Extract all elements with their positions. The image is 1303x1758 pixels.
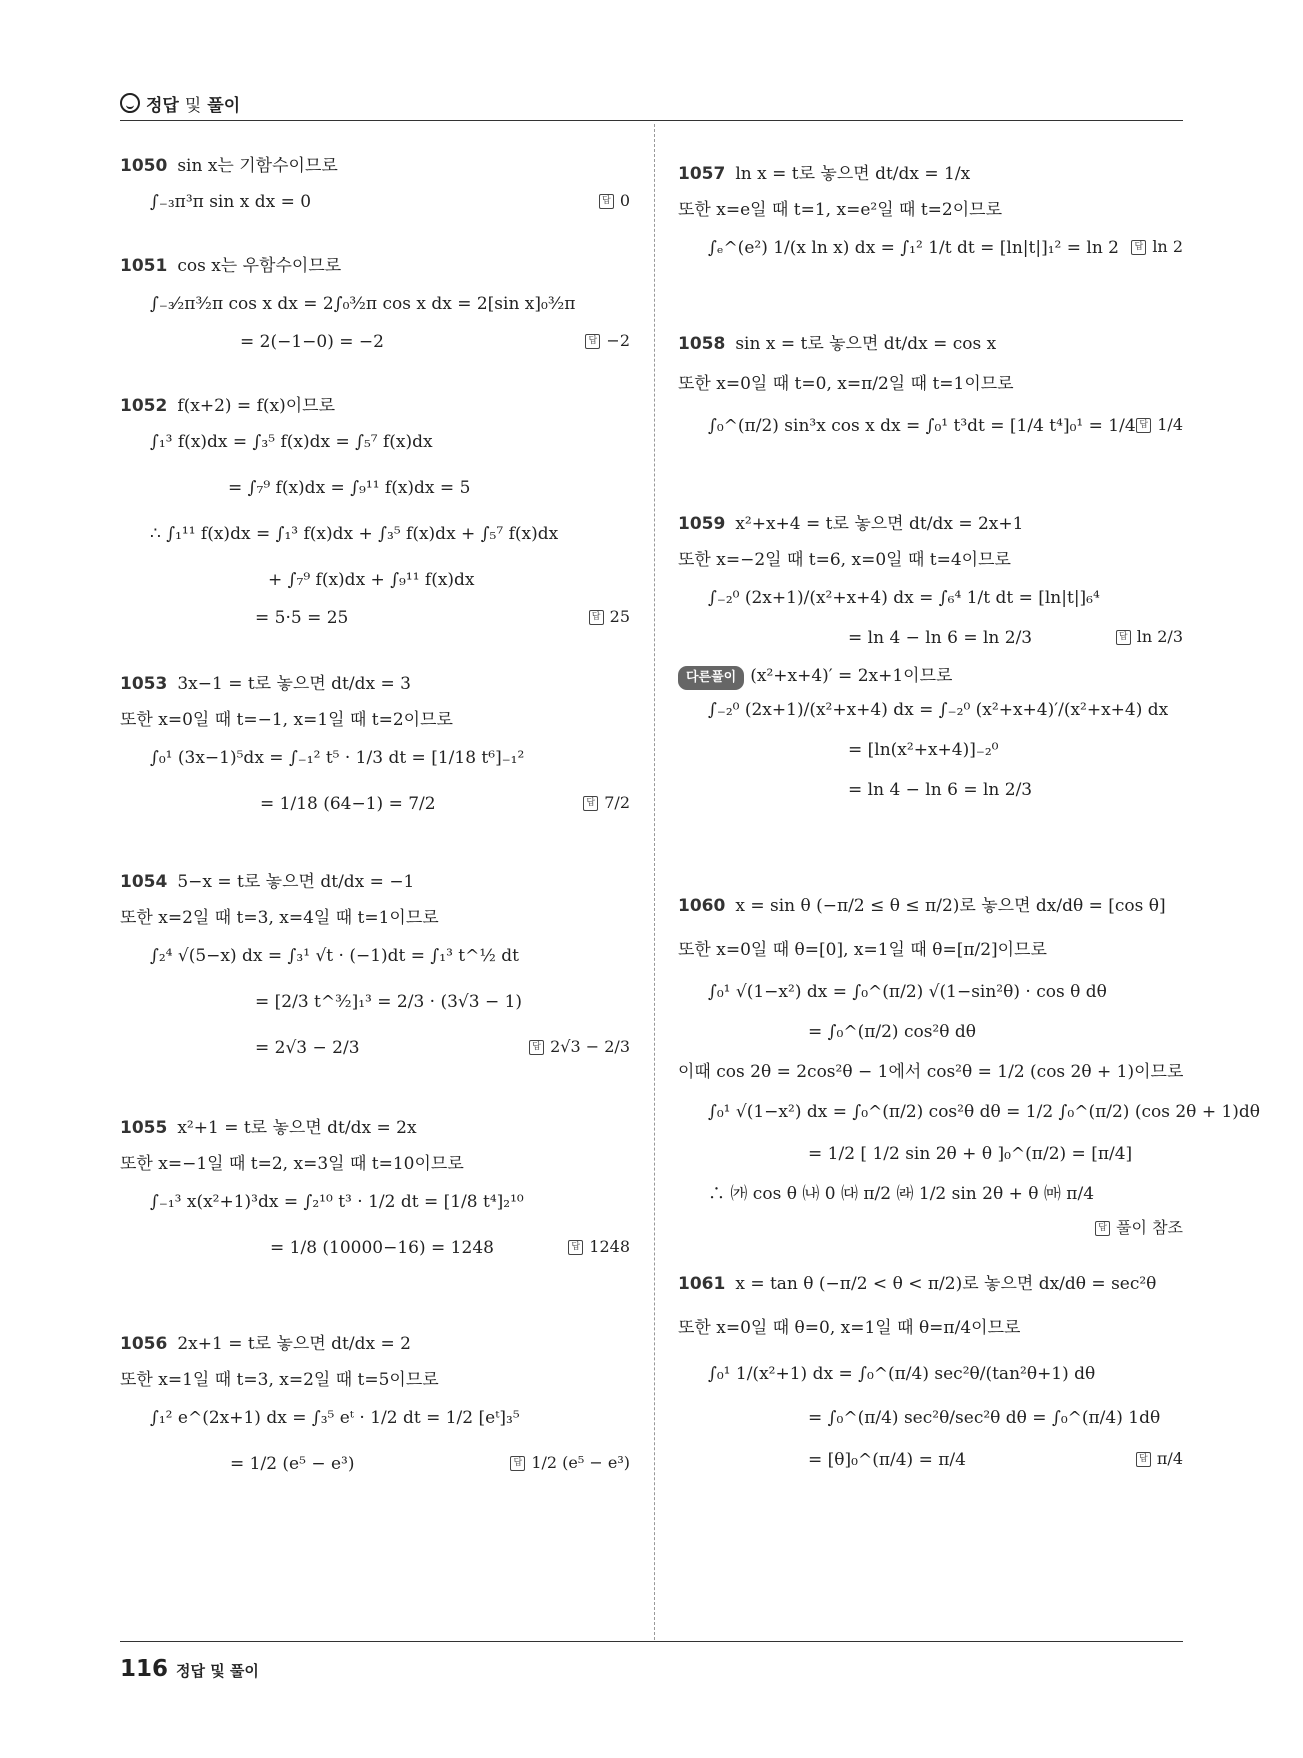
solution-line: 또한 x=0일 때 θ=0, x=1일 때 θ=π/4이므로 bbox=[678, 1318, 1021, 1338]
answer-value: 2√3 − 2/3 bbox=[550, 1037, 630, 1056]
footer-title: 정답 및 풀이 bbox=[176, 1662, 259, 1680]
answer-value: ln 2 bbox=[1152, 237, 1183, 256]
alternative-solution-badge: 다른풀이 bbox=[678, 666, 744, 690]
solution-line: 3x−1 = t로 놓으면 dt/dx = 3 bbox=[177, 674, 411, 694]
answer-value: 25 bbox=[609, 607, 630, 626]
answer-icon: 답 bbox=[568, 1240, 583, 1255]
solution-line: ∫₋₃π³π sin x dx = 0 bbox=[150, 192, 312, 212]
solution-line: ∴ ∫₁¹¹ f(x)dx = ∫₁³ f(x)dx + ∫₃⁵ f(x)dx + ∫₅⁷ f(x)dx bbox=[150, 524, 559, 544]
answer-value: 1248 bbox=[589, 1237, 630, 1256]
answer bbox=[1136, 1449, 1183, 1468]
solution-line: x = sin θ (−π/2 ≤ θ ≤ π/2)로 놓으면 dx/dθ = [cos θ] bbox=[735, 896, 1166, 916]
solution-line: = 1/2 (e⁵ − e³) bbox=[230, 1454, 355, 1474]
solution-line: ∫₁³ f(x)dx = ∫₃⁵ f(x)dx = ∫₅⁷ f(x)dx bbox=[150, 432, 433, 452]
solution-line: = 2(−1−0) = −2 bbox=[240, 332, 384, 352]
header-title-3: 풀이 bbox=[207, 95, 241, 116]
solution-line: ∫ₑ^(e²) 1/(x ln x) dx = ∫₁² 1/t dt = [ln|t|]₁² = ln 2 bbox=[708, 238, 1119, 258]
answer-value: −2 bbox=[606, 331, 630, 350]
solution-line: = 2√3 − 2/3 bbox=[255, 1038, 360, 1058]
solution-line: = ln 4 − ln 6 = ln 2/3 bbox=[848, 780, 1033, 800]
column-divider bbox=[654, 124, 655, 1640]
header-title-2: 및 bbox=[184, 95, 202, 116]
solution-line: = ∫₇⁹ f(x)dx = ∫₉¹¹ f(x)dx = 5 bbox=[228, 478, 471, 498]
answer-icon: 답 bbox=[599, 194, 614, 209]
solution-line: ln x = t로 놓으면 dt/dx = 1/x bbox=[735, 164, 971, 184]
problem-number: 1051 bbox=[120, 256, 168, 276]
problem-number: 1061 bbox=[678, 1274, 726, 1294]
problem-number: 1057 bbox=[678, 164, 726, 184]
answer-icon: 답 bbox=[1095, 1221, 1110, 1236]
solution-line: ∫₂⁴ √(5−x) dx = ∫₃¹ √t · (−1)dt = ∫₁³ t^½ dt bbox=[150, 946, 519, 966]
problem-number: 1058 bbox=[678, 334, 726, 354]
answer bbox=[1116, 627, 1183, 646]
solution-line: ∫₋₁³ x(x²+1)³dx = ∫₂¹⁰ t³ · 1/2 dt = [1/8 t⁴]₂¹⁰ bbox=[150, 1192, 524, 1212]
answer-icon: 답 bbox=[1131, 240, 1146, 255]
page-footer bbox=[120, 1656, 259, 1682]
solution-line: = ln 4 − ln 6 = ln 2/3 bbox=[848, 628, 1033, 648]
solution-line: ∴ ㈎ cos θ ㈏ 0 ㈐ π/2 ㈑ 1/2 sin 2θ + θ ㈒ π/4 bbox=[708, 1184, 1095, 1204]
problem-number: 1059 bbox=[678, 514, 726, 534]
problem-number: 1056 bbox=[120, 1334, 168, 1354]
problem-number: 1055 bbox=[120, 1118, 168, 1138]
solution-line: 이때 cos 2θ = 2cos²θ − 1에서 cos²θ = 1/2 (cos 2θ + 1)이므로 bbox=[678, 1062, 1184, 1082]
answer-icon: 답 bbox=[510, 1456, 525, 1471]
solution-line: ∫₀¹ 1/(x²+1) dx = ∫₀^(π/4) sec²θ/(tan²θ+1) dθ bbox=[708, 1364, 1096, 1384]
problem-number: 1052 bbox=[120, 396, 168, 416]
solution-line: = 1/18 (64−1) = 7/2 bbox=[260, 794, 436, 814]
footer-rule bbox=[120, 1641, 1183, 1642]
answer-icon: 답 bbox=[583, 796, 598, 811]
answer bbox=[583, 793, 630, 812]
solution-line: 또한 x=0일 때 t=−1, x=1일 때 t=2이므로 bbox=[120, 710, 453, 730]
solution-line: ∫₀¹ (3x−1)⁵dx = ∫₋₁² t⁵ · 1/3 dt = [1/18 t⁶]₋₁² bbox=[150, 748, 525, 768]
answer-value: 7/2 bbox=[604, 793, 630, 812]
solution-line: 또한 x=−1일 때 t=2, x=3일 때 t=10이므로 bbox=[120, 1154, 464, 1174]
solution-line: (x²+x+4)′ = 2x+1이므로 bbox=[750, 666, 953, 686]
answer bbox=[599, 191, 630, 210]
solution-line: = 1/2 [ 1/2 sin 2θ + θ ]₀^(π/2) = [π/4] bbox=[808, 1144, 1133, 1164]
solution-line: ∫₁² e^(2x+1) dx = ∫₃⁵ eᵗ · 1/2 dt = 1/2 [eᵗ]₃⁵ bbox=[150, 1408, 520, 1428]
solution-line: ∫₋₃⁄₂π³⁄₂π cos x dx = 2∫₀³⁄₂π cos x dx = 2[sin x]₀³⁄₂π bbox=[150, 294, 576, 314]
solution-line: = ∫₀^(π/4) sec²θ/sec²θ dθ = ∫₀^(π/4) 1dθ bbox=[808, 1408, 1161, 1428]
solution-line: ∫₋₂⁰ (2x+1)/(x²+x+4) dx = ∫₆⁴ 1/t dt = [ln|t|]₆⁴ bbox=[708, 588, 1100, 608]
smiley-icon bbox=[120, 93, 140, 113]
answer-value: 풀이 참조 bbox=[1116, 1218, 1183, 1237]
solution-line: = 5·5 = 25 bbox=[255, 608, 349, 628]
answer bbox=[1095, 1215, 1183, 1238]
solution-line: = [ln(x²+x+4)]₋₂⁰ bbox=[848, 740, 999, 760]
problem-number: 1050 bbox=[120, 156, 168, 176]
solution-line: ∫₀¹ √(1−x²) dx = ∫₀^(π/2) √(1−sin²θ) · cos θ dθ bbox=[708, 982, 1107, 1002]
page-number: 116 bbox=[120, 1656, 169, 1682]
answer-value: 1/4 bbox=[1157, 415, 1183, 434]
answer-icon: 답 bbox=[1116, 630, 1131, 645]
problem-number: 1054 bbox=[120, 872, 168, 892]
solution-line: 또한 x=0일 때 t=0, x=π/2일 때 t=1이므로 bbox=[678, 374, 1014, 394]
solution-line: sin x는 기함수이므로 bbox=[177, 156, 338, 176]
solution-line: = [2/3 t^³⁄₂]₁³ = 2/3 · (3√3 − 1) bbox=[255, 992, 523, 1012]
solution-line: 또한 x=1일 때 t=3, x=2일 때 t=5이므로 bbox=[120, 1370, 439, 1390]
solution-line: = 1/8 (10000−16) = 1248 bbox=[270, 1238, 494, 1258]
problem-number: 1053 bbox=[120, 674, 168, 694]
answer bbox=[1136, 415, 1183, 434]
page-header bbox=[120, 88, 240, 118]
answer-value: 1/2 (e⁵ − e³) bbox=[531, 1453, 630, 1472]
problem-number: 1060 bbox=[678, 896, 726, 916]
header-title-1: 정답 bbox=[146, 95, 179, 116]
answer-icon: 답 bbox=[589, 610, 604, 625]
solution-line: f(x+2) = f(x)이므로 bbox=[177, 396, 335, 416]
solution-line: + ∫₇⁹ f(x)dx + ∫₉¹¹ f(x)dx bbox=[268, 570, 475, 590]
solution-line: cos x는 우함수이므로 bbox=[177, 256, 342, 276]
solution-line: ∫₋₂⁰ (2x+1)/(x²+x+4) dx = ∫₋₂⁰ (x²+x+4)′/(x²+x+4) dx bbox=[708, 700, 1169, 720]
answer-icon: 답 bbox=[1136, 1452, 1151, 1467]
answer-value: π/4 bbox=[1156, 1449, 1183, 1468]
solution-line: x²+1 = t로 놓으면 dt/dx = 2x bbox=[177, 1118, 417, 1138]
solution-line: ∫₀¹ √(1−x²) dx = ∫₀^(π/2) cos²θ dθ = 1/2 ∫₀^(π/2) (cos 2θ + 1)dθ bbox=[708, 1102, 1261, 1122]
solution-line: 2x+1 = t로 놓으면 dt/dx = 2 bbox=[177, 1334, 411, 1354]
solution-line: 5−x = t로 놓으면 dt/dx = −1 bbox=[177, 872, 415, 892]
solution-line: sin x = t로 놓으면 dt/dx = cos x bbox=[735, 334, 997, 354]
answer bbox=[1131, 237, 1183, 256]
answer-value: ln 2/3 bbox=[1136, 627, 1183, 646]
solution-line: x²+x+4 = t로 놓으면 dt/dx = 2x+1 bbox=[735, 514, 1024, 534]
answer-icon: 답 bbox=[585, 334, 600, 349]
header-rule bbox=[120, 120, 1183, 121]
solution-line: 또한 x=e일 때 t=1, x=e²일 때 t=2이므로 bbox=[678, 200, 1003, 220]
answer bbox=[510, 1453, 630, 1472]
answer-value: 0 bbox=[619, 191, 630, 210]
solution-line: 또한 x=2일 때 t=3, x=4일 때 t=1이므로 bbox=[120, 908, 439, 928]
solution-line: x = tan θ (−π/2 < θ < π/2)로 놓으면 dx/dθ = sec²θ bbox=[735, 1274, 1157, 1294]
solution-line: = [θ]₀^(π/4) = π/4 bbox=[808, 1450, 966, 1470]
answer bbox=[568, 1237, 630, 1256]
answer-icon: 답 bbox=[529, 1040, 544, 1055]
solution-line: 또한 x=0일 때 θ=[0], x=1일 때 θ=[π/2]이므로 bbox=[678, 940, 1047, 960]
solution-line: ∫₀^(π/2) sin³x cos x dx = ∫₀¹ t³dt = [1/4 t⁴]₀¹ = 1/4 bbox=[708, 416, 1136, 436]
answer bbox=[585, 331, 630, 350]
answer bbox=[589, 607, 630, 626]
answer bbox=[529, 1037, 630, 1056]
solution-line: = ∫₀^(π/2) cos²θ dθ bbox=[808, 1022, 976, 1042]
answer-icon: 답 bbox=[1136, 418, 1151, 433]
solution-line: 또한 x=−2일 때 t=6, x=0일 때 t=4이므로 bbox=[678, 550, 1011, 570]
